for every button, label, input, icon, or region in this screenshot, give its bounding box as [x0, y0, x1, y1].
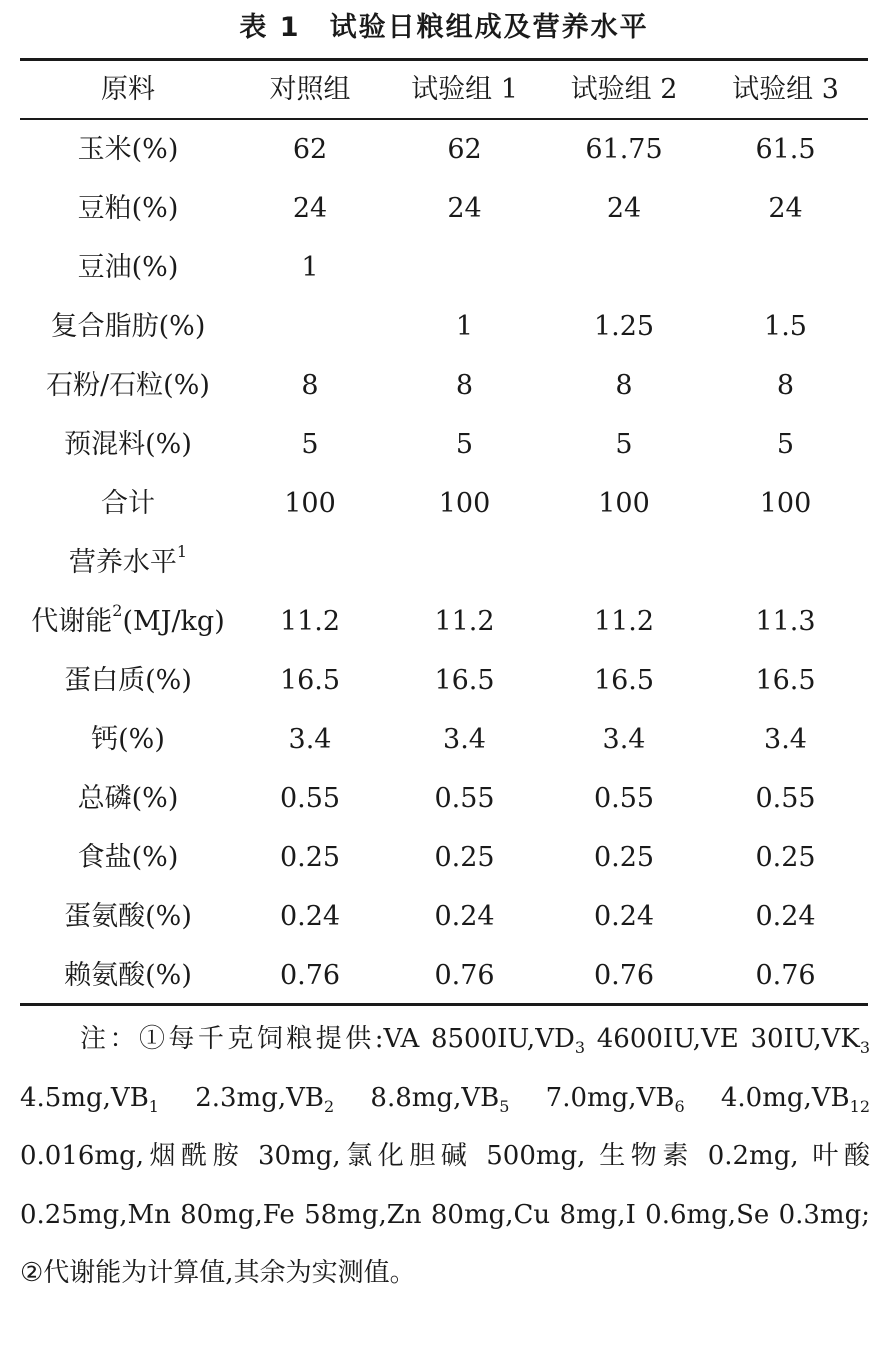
table-cell: 11.3 [755, 606, 816, 637]
table-row [20, 238, 868, 297]
table-cell: 5 [301, 429, 319, 460]
note-subscript: 3 [859, 1038, 870, 1058]
note-subscript: 2 [324, 1096, 335, 1116]
row-label-text: 玉米(%) [77, 134, 179, 165]
note-subscript: 6 [674, 1096, 685, 1116]
header-cell-group-1: 试验组 1 [411, 74, 518, 105]
header-cell-group-2: 试验组 2 [570, 74, 678, 105]
row-label-text: 豆油(%) [77, 252, 179, 283]
table-cell: 0.24 [279, 901, 341, 932]
table-cell: 3.4 [443, 724, 486, 755]
table-cell [545, 533, 703, 592]
table-note [20, 1010, 870, 1303]
row-label-text: 营养水平 [68, 547, 177, 578]
row-label-text: 赖氨酸(%) [64, 960, 192, 991]
table-cell: 61.5 [755, 134, 816, 165]
table-row [20, 710, 868, 769]
table-cell: 16.5 [593, 665, 655, 696]
table-cell: 11.2 [434, 606, 495, 637]
table-cell: 0.24 [593, 901, 655, 932]
table-row [20, 415, 868, 474]
header-cell-group-3: 试验组 3 [732, 74, 839, 105]
table-cell: 0.76 [755, 960, 816, 991]
header-cell-control: 对照组 [269, 74, 351, 105]
table-cell: 0.25 [434, 842, 495, 873]
table-cell [236, 297, 384, 356]
row-label-text: 代谢能 [31, 606, 113, 637]
table-cell: 100 [438, 488, 491, 519]
table-cell: 1.5 [764, 311, 807, 342]
table-cell: 3.4 [602, 724, 646, 755]
table-cell [545, 238, 703, 297]
table-cell: 3.4 [288, 724, 332, 755]
table-cell: 0.25 [279, 842, 341, 873]
table-cell: 8 [455, 370, 474, 401]
table-cell: 24 [768, 193, 803, 224]
table-cell: 8 [301, 370, 319, 401]
row-label-unit: (MJ/kg) [122, 606, 225, 637]
table-cell: 100 [759, 488, 812, 519]
table-header [20, 61, 868, 118]
row-label [20, 474, 236, 533]
table-cell: 100 [598, 488, 650, 519]
note-text: 4.5mg,VB [20, 1082, 149, 1113]
table-cell: 0.76 [593, 960, 655, 991]
note-subscript: 12 [849, 1096, 871, 1116]
note-text: 4600IU,VE 30IU,VK [585, 1024, 860, 1054]
table-row [20, 297, 868, 356]
row-label [20, 592, 236, 651]
row-label-text: 钙(%) [91, 724, 165, 755]
table-cell: 0.55 [593, 783, 655, 814]
table-cell: 0.24 [755, 901, 816, 932]
table-cell [384, 238, 545, 297]
table-row [20, 179, 868, 238]
table-caption: 表 1 试验日粮组成及营养水平 [239, 12, 649, 43]
table-cell: 11.2 [593, 606, 655, 637]
row-label [20, 769, 236, 828]
table-cell: 5 [615, 429, 633, 460]
table-cell: 5 [455, 429, 474, 460]
row-label-footnote: 1 [176, 542, 188, 561]
table-row [20, 887, 868, 946]
row-label [20, 356, 236, 415]
table-cell: 5 [776, 429, 795, 460]
table-row [20, 592, 868, 651]
table-cell: 0.25 [755, 842, 816, 873]
row-label [20, 179, 236, 238]
table-cell: 0.76 [279, 960, 341, 991]
table-cell: 3.4 [764, 724, 807, 755]
table-cell: 24 [447, 193, 482, 224]
table-cell: 0.55 [279, 783, 341, 814]
row-label [20, 651, 236, 710]
note-subscript: 3 [574, 1038, 586, 1058]
row-label [20, 946, 236, 1005]
table-cell: 0.25 [593, 842, 655, 873]
note-subscript: 5 [499, 1096, 510, 1116]
row-label-text: 合计 [101, 488, 155, 519]
note-text: 2.3mg,VB [158, 1082, 325, 1113]
header-cell-material: 原料 [101, 74, 155, 105]
table-cell: 62 [292, 134, 328, 165]
table-cell: 0.76 [434, 960, 495, 991]
table-cell: 0.55 [434, 783, 495, 814]
table-cell: 62 [447, 134, 482, 165]
table-cell [703, 238, 868, 297]
note-subscript: 1 [148, 1096, 159, 1116]
bottom-rule [20, 1003, 868, 1006]
table-cell: 24 [292, 193, 328, 224]
row-label-text: 预混料(%) [64, 429, 192, 460]
row-label-text: 豆粕(%) [77, 193, 179, 224]
row-label [20, 828, 236, 887]
row-label-text: 蛋氨酸(%) [64, 901, 192, 932]
row-label [20, 533, 236, 592]
row-label-text: 复合脂肪(%) [50, 311, 206, 342]
table-body [20, 120, 868, 1005]
table-cell: 100 [284, 488, 336, 519]
note-paragraph [20, 1010, 870, 1303]
row-label-text: 石粉/石粒(%) [46, 370, 210, 401]
note-text: 注：①每千克饲粮提供:VA 8500IU,VD [80, 1024, 575, 1054]
table-cell: 16.5 [434, 665, 495, 696]
table-cell: 8 [776, 370, 795, 401]
table-cell [384, 533, 545, 592]
table-row [20, 533, 868, 592]
table-row [20, 120, 868, 179]
row-label [20, 120, 236, 179]
table-cell: 16.5 [755, 665, 816, 696]
row-label-text: 总磷(%) [77, 783, 179, 814]
row-label [20, 710, 236, 769]
table-cell: 8 [615, 370, 633, 401]
table-cell [236, 533, 384, 592]
note-text: 8.8mg,VB [334, 1082, 500, 1113]
row-label-footnote: 2 [112, 601, 123, 620]
table-cell: 11.2 [279, 606, 341, 637]
note-text: 4.0mg,VB [684, 1082, 850, 1113]
table-row [20, 946, 868, 1005]
table-row [20, 356, 868, 415]
row-label [20, 415, 236, 474]
row-label [20, 238, 236, 297]
row-label [20, 297, 236, 356]
table-cell [703, 533, 868, 592]
table-row [20, 769, 868, 828]
table-row [20, 474, 868, 533]
table-cell: 0.24 [434, 901, 495, 932]
table-row [20, 828, 868, 887]
table-cell: 24 [606, 193, 642, 224]
table-cell: 0.55 [755, 783, 816, 814]
header-row [20, 61, 868, 118]
row-label [20, 887, 236, 946]
table-cell: 61.75 [585, 134, 663, 165]
table-cell: 1 [455, 311, 474, 342]
table-cell: 1 [301, 252, 319, 283]
table-cell: 16.5 [279, 665, 341, 696]
note-text: 0.016mg,烟酰胺 30mg,氯化胆碱 500mg, 生物素 0.2mg, 叶酸 0.25mg,Mn 80mg,Fe 58mg,Zn 80mg,Cu 8mg,I 0.6mg,Se 0.3mg; ②代谢能为计算值,其余为实测值。 [20, 1141, 870, 1288]
table-cell: 1.25 [593, 311, 655, 342]
table-rows [20, 120, 868, 1005]
row-label-text: 食盐(%) [77, 842, 179, 873]
table-row [20, 651, 868, 710]
row-label-text: 蛋白质(%) [64, 665, 192, 696]
note-text: 7.0mg,VB [509, 1082, 675, 1113]
